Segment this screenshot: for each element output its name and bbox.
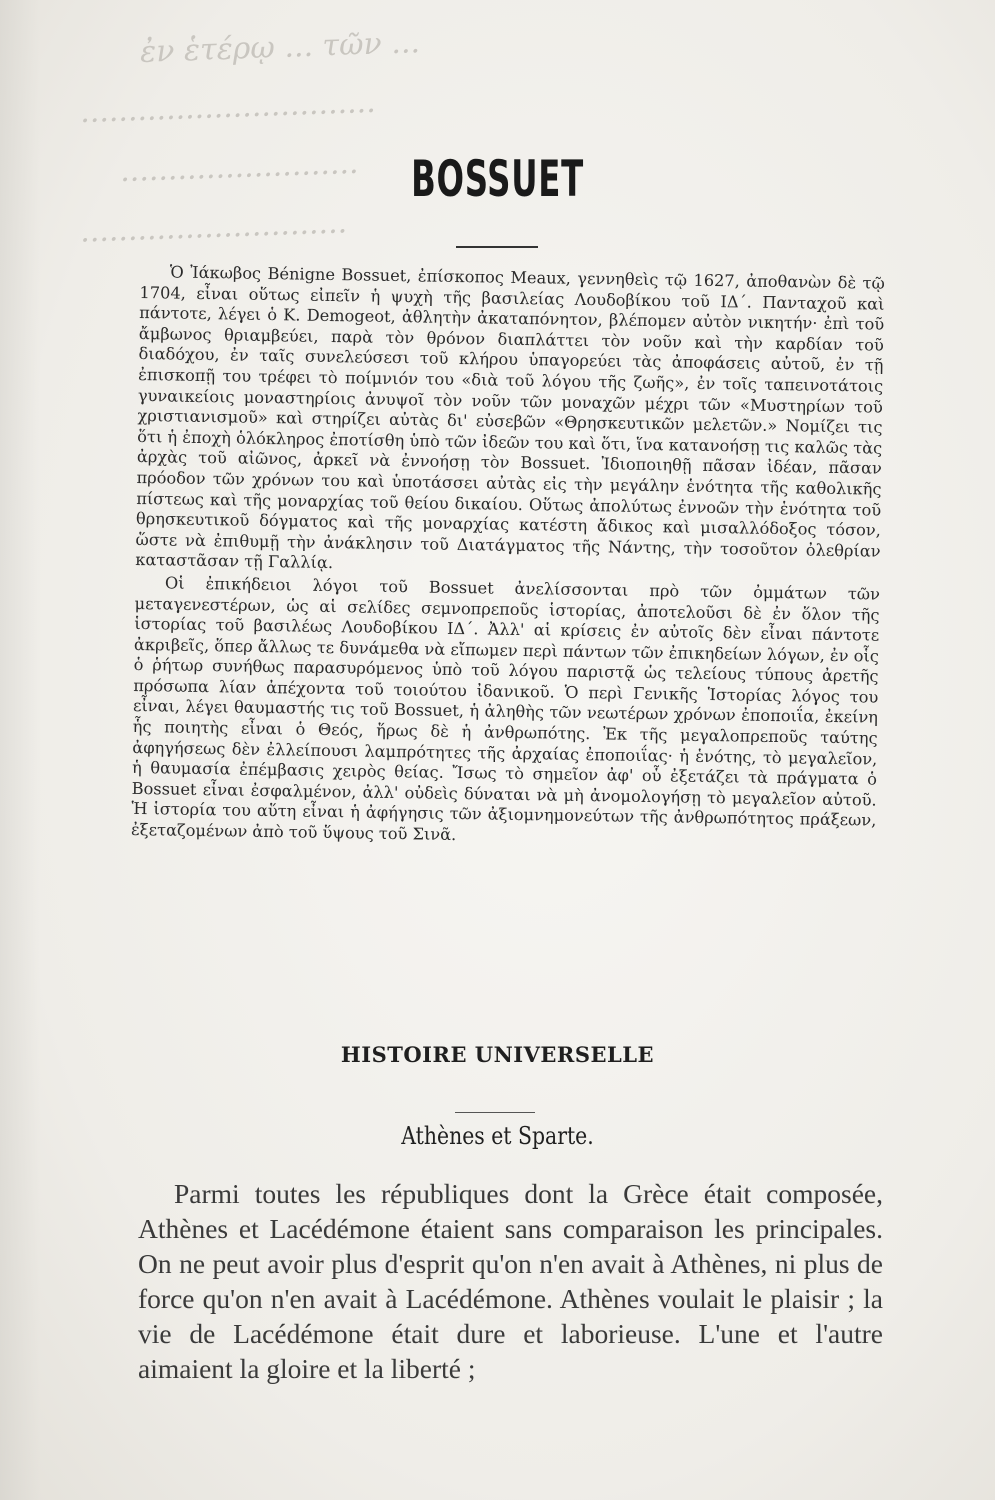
section-heading: HISTOIRE UNIVERSELLE <box>340 1042 655 1067</box>
biography-paragraph-2: Οἱ ἐπικήδειοι λόγοι τοῦ Bossuet ἀνελίσσονται πρὸ τῶν ὀμμάτων τῶν μεταγενεστέρων, ὡς αἱ σελίδες σεμνοπρεποῦς ἱστορίας, ἀποτελοῦσι δὲ ἐν ὅλον τῆς ἱστορίας τοῦ βασιλέως Λουδοβίκου ΙΔ΄. Ἀλλ' αἱ κρίσεις ἐν αὐτοῖς δὲν εἶναι πάντοτε ἀκριβεῖς, ὅπερ ἄλλως τε δυνάμεθα νὰ εἴπωμεν περὶ πάντων τῶν ἐπικηδείων λόγων, ἐν οἷς ὁ ῥήτωρ συνήθως παρασυρόμενος ὑπὸ τοῦ λόγου παριστᾷ ὡς τελείους τύπους ἀρετῆς πρόσωπα λίαν ἀπέχοντα τοῦ τοιούτου ἰδανικοῦ. Ὁ περὶ Γενικῆς Ἱστορίας λόγος του εἶναι, λέγει θαυμαστής τις τοῦ Bossuet, ἡ ἀληθὴς τῶν νεωτέρων χρόνων ἐποποιΐα, ἐκείνη ἧς ποιητὴς εἶναι ὁ Θεός, ἥρως δὲ ἡ ἀνθρωπότης. Ἐκ τῆς μεγαλοπρεποῦς ταύτης ἀφηγήσεως δὲν ἐλλείπουσι λαμπρότητες τῆς ἀρχαίας ἐποποιΐας· ἡ ἑνότης, τὸ μεγαλεῖον, ἡ θαυμασία ἐπέμβασις χειρὸς θείας. Ἴσως τὸ σημεῖον ἀφ' οὗ ἐξετάζει τὰ πράγματα ὁ Bossuet εἶναι ἐσφαλμένον, ἀλλ' οὐδεὶς δύναται νὰ μὴ ἀνομολογήσῃ τὸ μεγαλεῖον αὐτοῦ. Ἡ ἱστορία του αὕτη εἶναι ἡ ἀφήγησις τῶν ἀξιομνημονεύτων τῆς ἀνθρωπότητος πράξεων, ἐξεταζομένων ἀπὸ τοῦ ὕψους τοῦ Σινᾶ. <box>130 573 881 845</box>
french-text <box>138 1176 883 1386</box>
french-paragraph: Parmi toutes les républiques dont la Grèce était composée, Athènes et Lacédémone étaient sans comparaison les principales. On ne peut avoir plus d'esprit qu'on n'en avait à Athènes, ni plus de force qu'on n'en avait à Lacédémone. Athènes voulait le plaisir ; la vie de Lacédémone était dure et laborieuse. L'une et l'autre aimaient la gloire et la liberté ; <box>138 1178 883 1384</box>
biography-paragraph-1: Ὁ Ἰάκωβος Bénigne Bossuet, ἐπίσκοπος Meaux, γεννηθεὶς τῷ 1627, ἀποθανὼν δὲ τῷ 1704, εἶναι οὕτως εἰπεῖν ἡ ψυχὴ τῆς βασιλείας Λουδοβίκου τοῦ ΙΔ΄. Πανταχοῦ καὶ πάντοτε, λέγει ὁ Κ. Demogeot, ἀθλητὴν ἀκαταπόνητον, βλέπομεν αὐτὸν νικητήν· ἐπὶ τοῦ ἄμβωνος θριαμβεύει, παρὰ τὸν θρόνον διαπλάττει τὸν νοῦν καὶ τὴν καρδίαν τοῦ διαδόχου, ἐν ταῖς συνελεύσεσι τοῦ κλήρου ὑπαγορεύει τὰς ἀποφάσεις αὐτοῦ, ἐν τῇ ἐπισκοπῇ του τρέφει τὸ ποίμνιόν του «διὰ τοῦ λόγου τῆς ζωῆς», ἐν τοῖς ταπεινοτάτοις γυναικείοις μοναστηρίοις ἀνυψοῖ τὸν νοῦν τῶν μοναχῶν μέχρι τῶν «Μυστηρίων τοῦ χριστιανισμοῦ» καὶ στηρίζει αὐτὰς δι' εὐσεβῶν «Θρησκευτικῶν μελετῶν.» Νομίζει τις ὅτι ἡ ἐποχὴ ὁλόκληρος ἐποτίσθη ὑπὸ τῶν ἰδεῶν του καὶ ὅτι, ἵνα κατανοήσῃ τις καλῶς τὰς ἀρχὰς τοῦ αἰῶνος, ἀρκεῖ νὰ ἐννοήσῃ τὸν Bossuet. Ἰδιοποιηθῇ πᾶσαν ἰδέαν, πᾶσαν πρόοδον τῶν χρόνων του καὶ ὑποτάσσει αὐτὰς εἰς τὴν μεγάλην ἑνότητα τῆς καθολικῆς πίστεως καὶ τῆς μοναρχίας τοῦ θείου δικαίου. Οὕτως ἀπολύτως ἐννοῶν τὴν ἑνότητα τοῦ θρησκευτικοῦ δόγματος καὶ τῆς μοναρχίας κατέστη ἄδικος καὶ μισαλλόδοξος τόσον, ὥστε νὰ ἐπιθυμῇ τὴν ἀνάκλησιν τοῦ Διατάγματος τῆς Νάντης, τὴν τοσοῦτον ὀλεθρίαν καταστᾶσαν τῇ Γαλλίᾳ. <box>135 262 885 573</box>
faint-handwritten-notes: ἐν ἑτέρῳ ... τῶν ... ............................... ......................... ............................ <box>79 25 421 250</box>
page-edge-wear <box>0 0 40 1500</box>
section-divider <box>455 1112 535 1113</box>
biography-text <box>131 262 885 852</box>
title-divider <box>456 246 538 248</box>
page-title: BOSSUET <box>411 150 584 208</box>
subheading: Athènes et Sparte. <box>401 1122 594 1150</box>
